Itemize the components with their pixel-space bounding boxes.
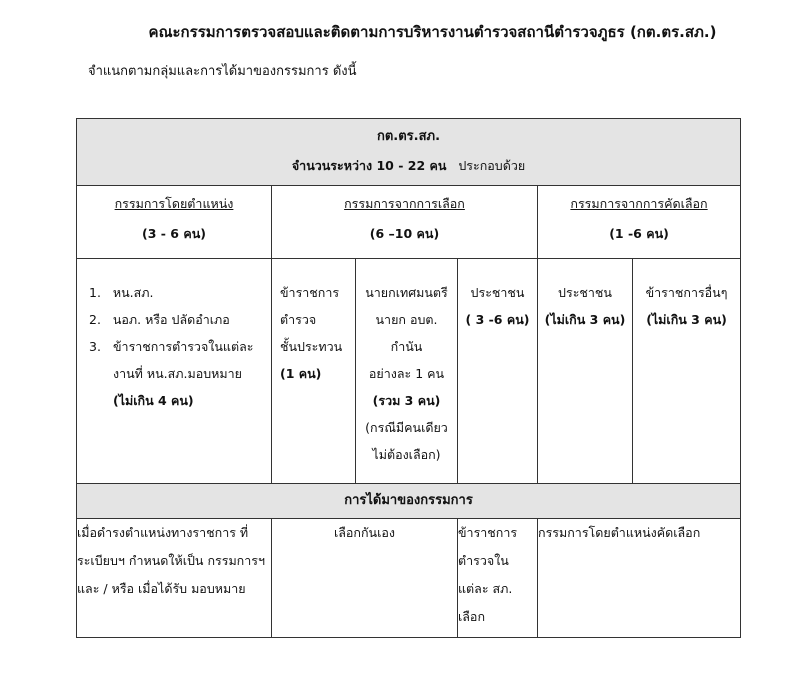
selected-citizens-cell: [538, 259, 633, 484]
group-title: กรรมการจากการเลือก: [344, 196, 465, 211]
group-title: กรรมการจากการคัดเลือก: [570, 196, 708, 211]
elected-officials-cell: [356, 259, 458, 484]
selected-citizens-line: ประชาชน: [558, 285, 612, 300]
police-line: ตำรวจ: [280, 312, 317, 327]
selected-officials-cell: [633, 259, 741, 484]
committee-size: [77, 156, 740, 176]
police-line: ข้าราชการ: [280, 285, 340, 300]
acquisition-header: การได้มาของกรรมการ: [77, 484, 741, 519]
selected-citizens-count: (ไม่เกิน 3 คน): [544, 312, 626, 327]
officials-line: นายก อบต.: [375, 312, 438, 327]
list-text: นอภ. หรือ ปลัดอำเภอ: [112, 312, 230, 327]
list-item: [85, 306, 271, 333]
selected-officials-line: ข้าราชการอื่นๆ: [645, 285, 728, 300]
list-text: หน.สภ.: [112, 285, 154, 300]
committee-name: กต.ตร.สภ.: [376, 129, 441, 144]
officials-line: กำนัน: [390, 339, 423, 354]
list-text: ข้าราชการตำรวจในแต่ละ งานที่ หน.สภ.มอบหมาย: [113, 339, 254, 381]
list-text-bold: (ไม่เกิน 4 คน): [113, 393, 194, 408]
officials-note: ไม่ต้องเลือก): [372, 447, 441, 462]
list-number: 1.: [89, 285, 101, 300]
officials-line: อย่างละ 1 คน: [368, 366, 445, 381]
ex-officio-list-cell: [77, 259, 272, 484]
group-ex-officio: [77, 186, 272, 259]
page-title: คณะกรรมการตรวจสอบและติดตามการบริหารงานตำรวจสถานีตำรวจภูธร (กต.ตร.สภ.): [148, 23, 717, 41]
selected-officials-count: (ไม่เกิน 3 คน): [646, 312, 727, 327]
citizens-line: ประชาชน: [470, 285, 525, 300]
group-count: (3 - 6 คน): [142, 226, 206, 241]
list-number: 2.: [89, 312, 101, 327]
list-item: [85, 279, 271, 306]
acq-selected: กรรมการโดยตำแหน่งคัดเลือก: [538, 519, 741, 638]
acq-elected-self: เลือกกันเอง: [272, 519, 458, 638]
police-line: ชั้นประทวน: [280, 339, 343, 354]
list-number: 3.: [89, 339, 101, 354]
group-count: (6 –10 คน): [369, 226, 440, 241]
list-item: [85, 333, 271, 414]
acq-elected-police: ข้าราชการ ตำรวจใน แต่ละ สภ. เลือก: [458, 519, 538, 638]
group-elected: [272, 186, 538, 259]
elected-police-cell: [272, 259, 356, 484]
group-title: กรรมการโดยตำแหน่ง: [114, 196, 234, 211]
group-selected: [538, 186, 741, 259]
committee-size-count: จำนวนระหว่าง 10 - 22 คน: [291, 158, 447, 173]
elected-citizens-cell: [458, 259, 538, 484]
committee-table: [76, 118, 741, 638]
acq-ex-officio: เมื่อดำรงตำแหน่งทางราชการ ที่ระเบียบฯ กำหนดให้เป็น กรรมการฯ และ / หรือ เมื่อได้รับ มอบหมาย: [77, 519, 272, 638]
group-count: (1 -6 คน): [609, 226, 669, 241]
citizens-count: ( 3 -6 คน): [465, 312, 530, 327]
committee-header: [77, 119, 741, 186]
officials-line: นายกเทศมนตรี: [365, 285, 448, 300]
officials-note: (กรณีมีคนเดียว: [365, 420, 448, 435]
page-subtitle: จำแนกตามกลุ่มและการได้มาของกรรมการ ดังนี้: [88, 64, 357, 79]
committee-size-rest: ประกอบด้วย: [458, 158, 526, 173]
officials-total: (รวม 3 คน): [372, 393, 441, 408]
police-count: (1 คน): [280, 366, 322, 381]
